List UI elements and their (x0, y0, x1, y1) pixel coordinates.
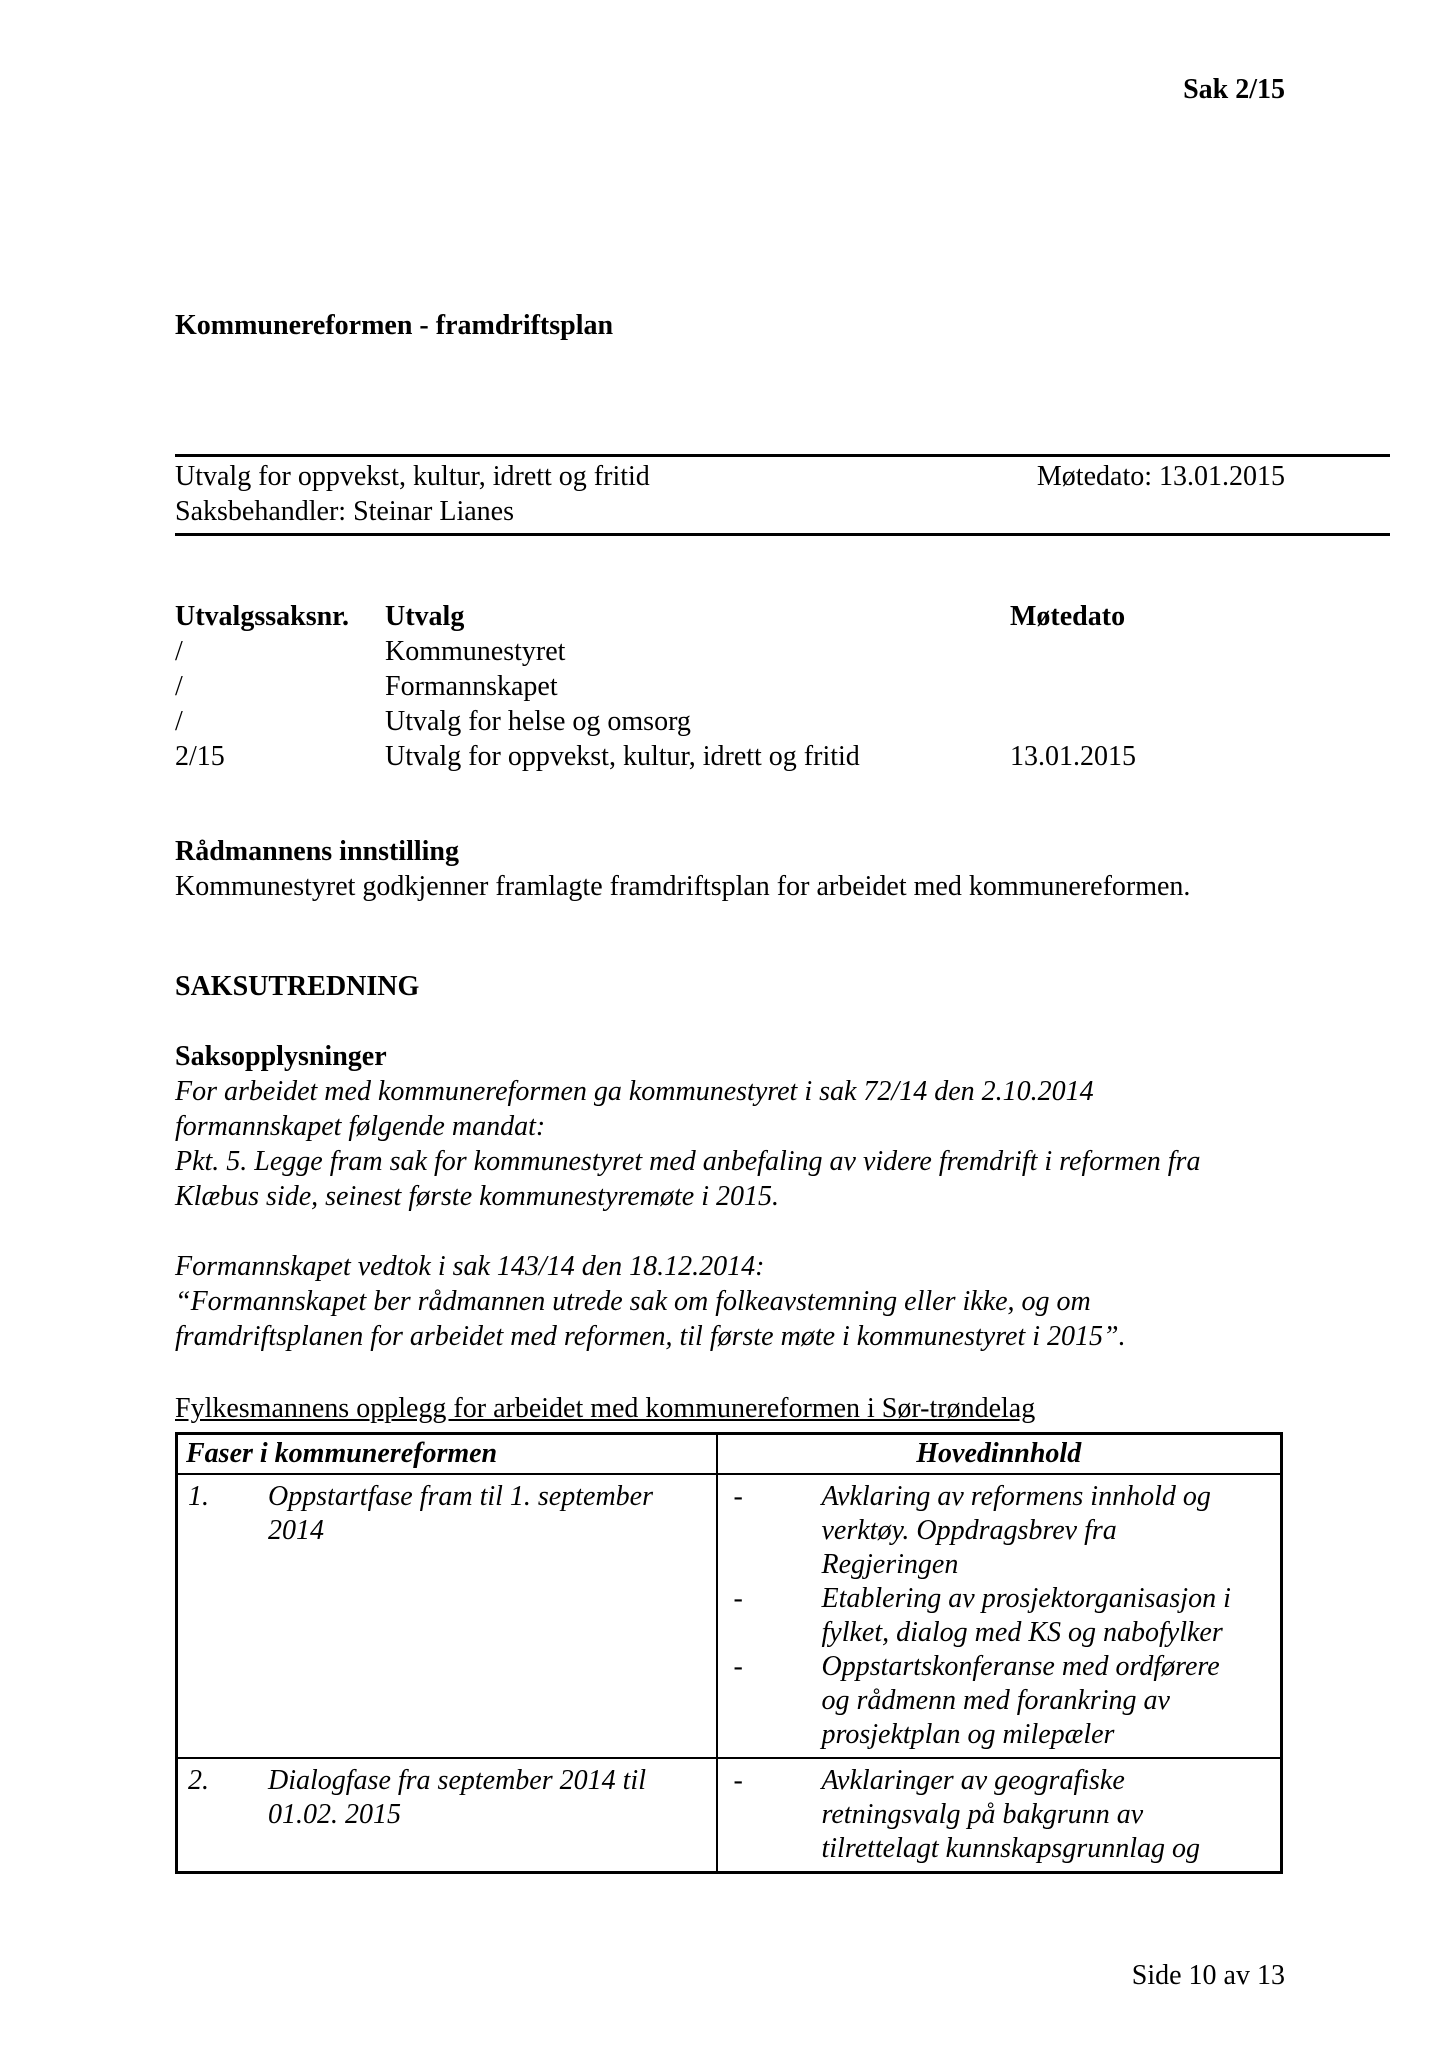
recommendation-heading: Rådmannens innstilling (175, 836, 459, 867)
col-header-utvalg: Utvalg (385, 601, 465, 632)
document-title: Kommunereformen - framdriftsplan (175, 310, 614, 341)
paragraph-mandate-intro: For arbeidet med kommunereformen ga kommunestyret i sak 72/14 den 2.10.2014 formannskapet følgende mandat: (175, 1076, 1094, 1142)
committee-name: Utvalg for oppvekst, kultur, idrett og fritid (175, 461, 650, 492)
col-header-utvalgssaksnr: Utvalgssaksnr. (175, 601, 350, 632)
case-nr: / (175, 636, 183, 667)
dash-bullet: - (733, 1583, 743, 1614)
phase-title: Oppstartfase fram til 1. september 2014 (268, 1481, 653, 1546)
phase-content-cell (717, 1758, 1282, 1873)
recommendation-text: Kommunestyret godkjenner framlagte framdriftsplan for arbeidet med kommunereformen. (175, 871, 1191, 902)
phase-row-2 (177, 1758, 1282, 1873)
content-item-text: Etablering av prosjektorganisasjon i fylket, dialog med KS og nabofylker (821, 1583, 1231, 1648)
phases-table-caption: Fylkesmannens opplegg for arbeidet med kommunereformen i Sør-trøndelag (175, 1393, 1036, 1424)
subsection-heading-saksopplysninger: Saksopplysninger (175, 1041, 387, 1072)
case-utvalg: Formannskapet (385, 671, 558, 702)
phases-table-header-row (177, 1434, 1282, 1475)
case-dato: 13.01.2015 (1010, 741, 1136, 772)
dash-bullet: - (733, 1651, 743, 1682)
phase-cell (177, 1758, 717, 1873)
case-table-row (175, 669, 1285, 704)
case-table-row (175, 634, 1285, 669)
phase-line (188, 1764, 708, 1832)
phase-content-cell (717, 1474, 1282, 1758)
meeting-date: Møtedato: 13.01.2015 (1036, 461, 1285, 492)
case-table-row (175, 704, 1285, 739)
content-item (734, 1582, 1251, 1650)
meta-section (175, 454, 1390, 536)
meta-row-committee (175, 459, 1390, 494)
case-reference: Sak 2/15 (1183, 74, 1285, 105)
caseworker-name: Saksbehandler: Steinar Lianes (175, 496, 515, 527)
case-utvalg: Utvalg for helse og omsorg (385, 706, 691, 737)
paragraph-mandate-pkt5: Pkt. 5. Legge fram sak for kommunestyret med anbefaling av videre fremdrift i reformen fra Klæbus side, seinest første kommunestyremøte i 2015. (175, 1146, 1201, 1212)
content-item-text: Avklaring av reformens innhold og verktøy. Oppdragsbrev fra Regjeringen (821, 1481, 1211, 1580)
content-item-text: Oppstartskonferanse med ordførere og rådmenn med forankring av prosjektplan og milepæler (821, 1651, 1220, 1750)
case-nr: / (175, 706, 183, 737)
content-item (734, 1764, 1251, 1866)
case-nr: / (175, 671, 183, 702)
case-utvalg: Utvalg for oppvekst, kultur, idrett og fritid (385, 741, 860, 772)
case-utvalg: Kommunestyret (385, 636, 566, 667)
phase-line (188, 1480, 708, 1548)
paragraph-vedtak-intro: Formannskapet vedtok i sak 143/14 den 18.12.2014: (175, 1251, 765, 1282)
case-dato (1010, 669, 1285, 704)
content-item-text: Avklaringer av geografiske retningsvalg på bakgrunn av tilrettelagt kunnskapsgrunnlag og (821, 1765, 1200, 1864)
case-table-row (175, 739, 1285, 774)
page-footer: Side 10 av 13 (1131, 1960, 1285, 1991)
phase-title: Dialogfase fra september 2014 til 01.02. 2015 (268, 1765, 646, 1830)
section-heading-saksutredning: SAKSUTREDNING (175, 971, 420, 1002)
phases-col1-header: Faser i kommunereformen (177, 1434, 717, 1475)
case-dato (1010, 704, 1285, 739)
meta-row-caseworker (175, 494, 1390, 529)
content-item (734, 1480, 1251, 1582)
case-nr: 2/15 (175, 741, 225, 772)
phase-number: 1. (188, 1481, 209, 1512)
col-header-motedato: Møtedato (1010, 601, 1126, 632)
case-table-header-row (175, 599, 1285, 634)
phase-number: 2. (188, 1765, 209, 1796)
content-item (734, 1650, 1251, 1752)
phases-table (175, 1432, 1283, 1874)
case-dato (1010, 634, 1285, 669)
dash-bullet: - (733, 1765, 743, 1796)
phases-col2-header: Hovedinnhold (717, 1434, 1282, 1475)
paragraph-vedtak-quote: “Formannskapet ber rådmannen utrede sak om folkeavstemning eller ikke, og om framdriftsplanen for arbeidet med reformen, til første møte i kommunestyret i 2015”. (175, 1286, 1126, 1352)
dash-bullet: - (733, 1481, 743, 1512)
case-table (175, 599, 1285, 774)
phase-row-1 (177, 1474, 1282, 1758)
phase-cell (177, 1474, 717, 1758)
